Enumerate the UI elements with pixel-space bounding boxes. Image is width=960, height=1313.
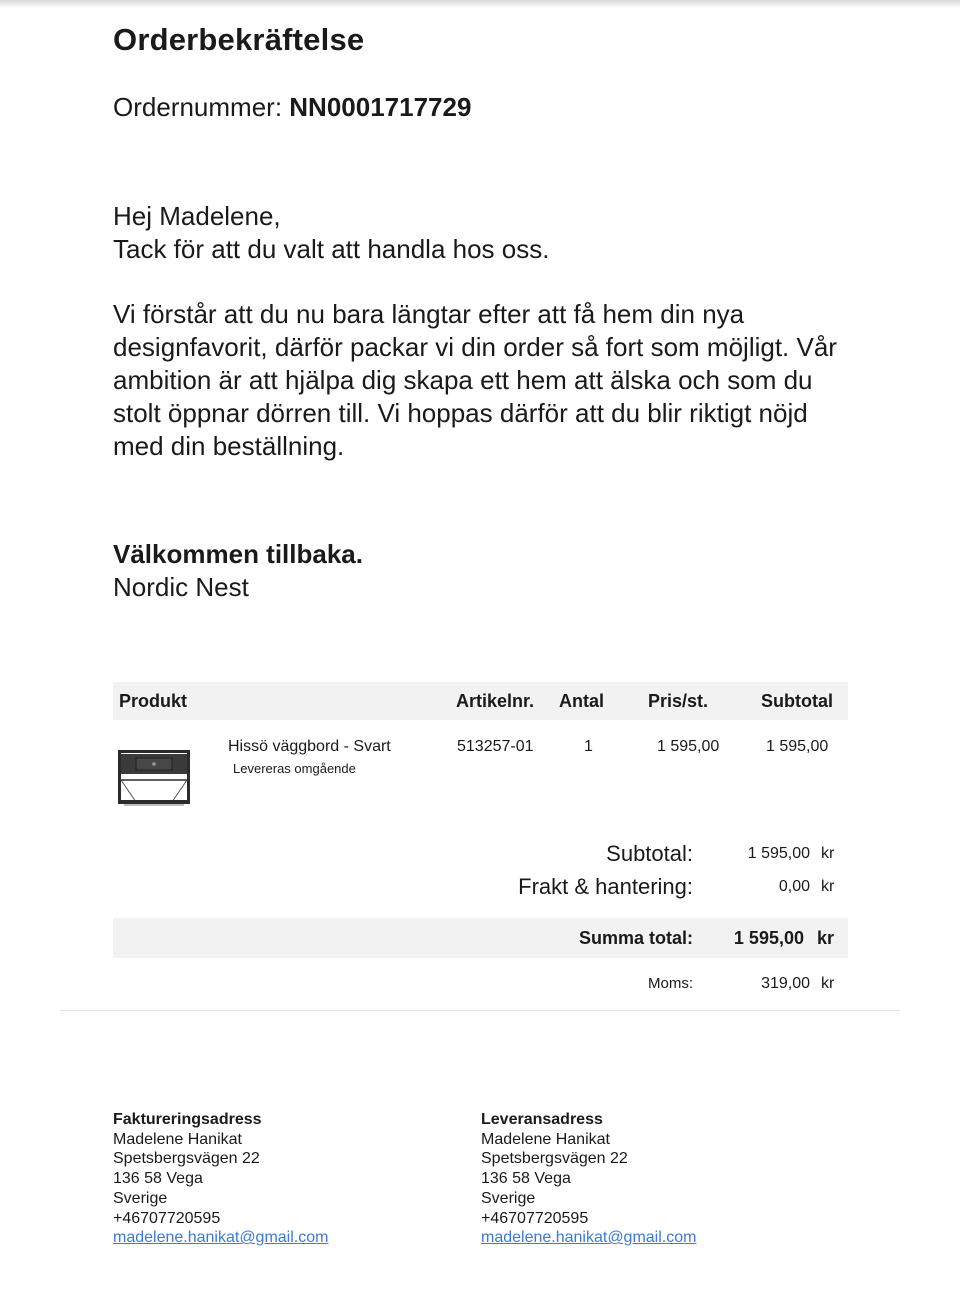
vat-label: Moms:	[648, 975, 693, 992]
header-subtotal: Subtotal	[761, 691, 833, 711]
order-number-line	[113, 92, 471, 123]
welcome-text: Välkommen tillbaka.	[113, 539, 363, 569]
shipping-heading: Leveransadress	[481, 1111, 603, 1128]
signature: Nordic Nest	[113, 572, 249, 602]
greeting-thanks: Tack för att du valt att handla hos oss.	[113, 234, 550, 264]
subtotal-value: 1 595,00	[747, 845, 810, 862]
table-row	[113, 720, 848, 820]
wall-table-icon[interactable]	[116, 746, 192, 808]
shipping-street: Spetsbergsvägen 22	[481, 1150, 628, 1168]
greeting-hello: Hej Madelene,	[113, 201, 281, 231]
shipping-currency: kr	[821, 878, 835, 895]
billing-email-link[interactable]: madelene.hanikat@gmail.com	[113, 1229, 329, 1247]
welcome-block	[113, 538, 363, 604]
subtotal-label: Subtotal:	[606, 841, 693, 866]
total-currency: kr	[817, 928, 835, 948]
product-qty: 1	[584, 738, 593, 755]
billing-city: 136 58 Vega	[113, 1170, 203, 1188]
subtotal-currency: kr	[821, 845, 835, 862]
greeting-message	[113, 200, 853, 463]
vat-currency: kr	[821, 975, 835, 992]
product-subtotal: 1 595,00	[766, 738, 829, 755]
billing-heading: Faktureringsadress	[113, 1111, 262, 1128]
shipping-country: Sverige	[481, 1189, 536, 1207]
product-name[interactable]: Hissö väggbord - Svart	[228, 738, 391, 755]
table-header	[113, 682, 848, 720]
billing-address	[113, 1110, 328, 1248]
shipping-address	[481, 1110, 696, 1248]
greeting-body: Vi förstår att du nu bara längtar efter att få hem din nya designfavorit, därför packar vi din order så fort som möjligt. Vår ambition är att hjälpa dig skapa ett hem att älska och som du stolt öppnar dörren till. Vi hoppas därför att du blir riktigt nöjd med din beställning.	[113, 299, 837, 461]
page-title: Orderbekräftelse	[113, 22, 365, 57]
billing-country: Sverige	[113, 1189, 168, 1207]
vat-value: 319,00	[761, 975, 810, 992]
total-bar	[113, 918, 848, 958]
product-delivery-note: Levereras omgående	[233, 761, 356, 776]
billing-name: Madelene Hanikat	[113, 1130, 242, 1148]
shipping-name: Madelene Hanikat	[481, 1130, 610, 1148]
product-price: 1 595,00	[657, 738, 720, 755]
order-number: NN0001717729	[289, 92, 472, 122]
total-value: 1 595,00	[733, 928, 804, 948]
shipping-value: 0,00	[778, 878, 810, 895]
header-qty: Antal	[559, 691, 604, 711]
product-article: 513257-01	[457, 738, 534, 755]
shipping-city: 136 58 Vega	[481, 1170, 571, 1188]
shipping-label: Frakt & hantering:	[518, 874, 693, 899]
top-shadow	[0, 0, 960, 8]
shipping-email-link[interactable]: madelene.hanikat@gmail.com	[481, 1229, 697, 1247]
header-price: Pris/st.	[648, 691, 709, 711]
shipping-phone: +46707720595	[481, 1209, 589, 1227]
divider	[60, 1010, 900, 1011]
billing-street: Spetsbergsvägen 22	[113, 1150, 260, 1168]
header-product: Produkt	[119, 691, 188, 711]
total-label: Summa total:	[578, 928, 693, 948]
header-article: Artikelnr.	[456, 691, 535, 711]
billing-phone: +46707720595	[113, 1209, 221, 1227]
order-number-label: Ordernummer:	[113, 92, 283, 122]
